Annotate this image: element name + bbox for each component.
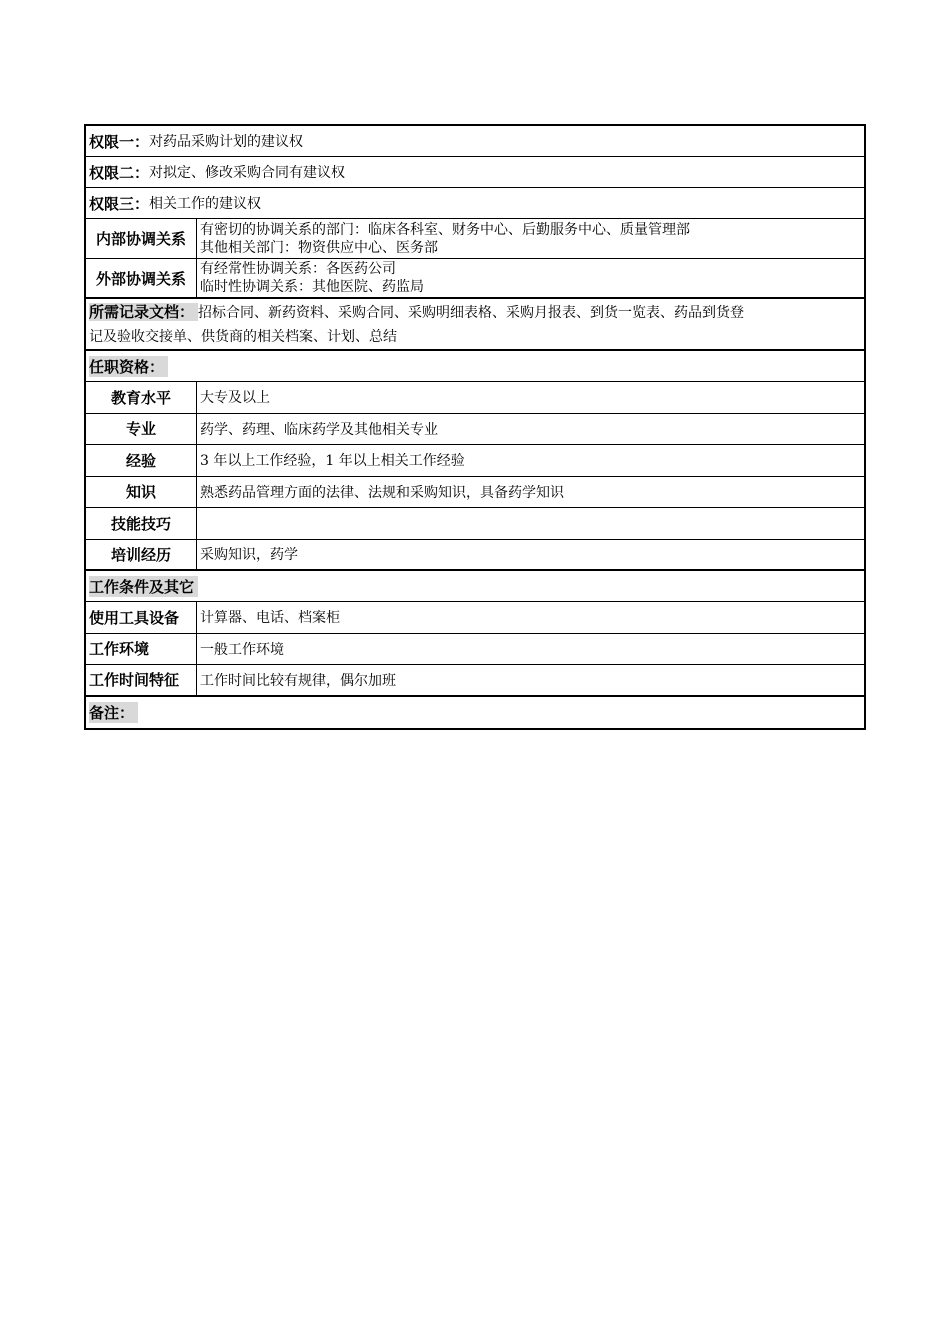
condition-label-cell (86, 602, 197, 633)
internal-coordination-label-cell (86, 219, 197, 258)
qualification-row (86, 445, 864, 477)
qualification-label-cell (86, 508, 197, 539)
required-documents-line-1 (89, 300, 864, 325)
authority-row-2 (86, 157, 864, 188)
qualification-label: 经验 (125, 451, 156, 470)
qualification-value-cell (197, 508, 864, 539)
qualification-value-cell (197, 382, 864, 413)
qualification-label-cell (86, 414, 197, 445)
authority-text: 对药品采购计划的建议权 (149, 134, 304, 150)
qualification-label-cell (86, 445, 197, 476)
external-coordination-value-cell (197, 259, 864, 297)
qualification-row (86, 477, 864, 509)
conditions-heading-row (86, 571, 864, 602)
condition-value-cell (197, 634, 864, 665)
condition-label: 工作环境 (89, 640, 150, 659)
authority-row-1 (86, 126, 864, 157)
authority-label: 权限一： (89, 132, 150, 151)
qualification-label: 专业 (125, 420, 156, 439)
qualification-value: 熟悉药品管理方面的法律、法规和采购知识，具备药学知识 (200, 484, 564, 501)
qualification-row (86, 382, 864, 414)
required-documents-text: 招标合同、新药资料、采购合同、采购明细表格、采购月报表、到货一览表、药品到货登 (198, 304, 745, 321)
remarks-label: 备注： (89, 702, 138, 723)
condition-value-cell (197, 602, 864, 633)
qualification-value-cell (197, 445, 864, 476)
qualification-value-cell (197, 540, 864, 570)
qualification-value: 3 年以上工作经验，1 年以上相关工作经验 (200, 453, 465, 470)
condition-label-cell (86, 665, 197, 695)
qualification-label: 知识 (125, 483, 156, 502)
qualifications-heading-row (86, 351, 864, 382)
internal-coordination-label: 内部协调关系 (95, 230, 186, 248)
condition-row (86, 634, 864, 666)
qualification-value-cell (197, 477, 864, 508)
internal-coordination-line: 有密切的协调关系的部门：临床各科室、财务中心、后勤服务中心、质量管理部 (200, 221, 690, 238)
qualification-label-cell (86, 382, 197, 413)
remarks-row (86, 697, 864, 728)
conditions-heading: 工作条件及其它 (89, 576, 198, 597)
condition-label: 工作时间特征 (89, 671, 180, 690)
condition-value: 一般工作环境 (200, 641, 284, 658)
authority-row-3 (86, 188, 864, 219)
condition-row (86, 665, 864, 697)
internal-coordination-value-cell (197, 219, 864, 258)
authority-label: 权限二： (89, 163, 150, 182)
qualification-label: 教育水平 (110, 388, 171, 407)
qualification-value: 大专及以上 (200, 390, 270, 407)
external-coordination-row (86, 259, 864, 299)
condition-label: 使用工具设备 (89, 608, 180, 627)
external-coordination-label: 外部协调关系 (95, 269, 186, 288)
required-documents-text: 记及验收交接单、供货商的相关档案、计划、总结 (89, 328, 397, 345)
required-documents-row (86, 299, 864, 351)
qualification-label-cell (86, 477, 197, 508)
required-documents-label: 所需记录文档： (89, 303, 198, 321)
authority-text: 相关工作的建议权 (149, 196, 262, 212)
internal-coordination-line: 其他相关部门：物资供应中心、医务部 (200, 239, 438, 256)
condition-label-cell (86, 634, 197, 665)
qualifications-heading: 任职资格： (89, 356, 168, 377)
qualification-value-cell (197, 414, 864, 445)
required-documents-line-2 (89, 325, 864, 349)
qualification-value: 药学、药理、临床药学及其他相关专业 (200, 421, 438, 438)
condition-value-cell (197, 665, 864, 695)
external-coordination-line: 有经常性协调关系：各医药公司 (200, 261, 396, 277)
qualification-row (86, 540, 864, 572)
qualification-label-cell (86, 540, 197, 570)
condition-value: 工作时间比较有规律，偶尔加班 (200, 672, 396, 689)
authority-text: 对拟定、修改采购合同有建议权 (149, 165, 346, 181)
authority-label: 权限三： (89, 194, 150, 213)
qualification-label: 技能技巧 (110, 514, 171, 533)
external-coordination-line: 临时性协调关系：其他医院、药监局 (200, 279, 424, 295)
qualification-row (86, 508, 864, 540)
external-coordination-label-cell (86, 259, 197, 297)
job-description-table (84, 124, 866, 730)
condition-row (86, 602, 864, 634)
condition-value: 计算器、电话、档案柜 (200, 610, 340, 627)
qualification-value: 采购知识，药学 (200, 547, 298, 564)
qualification-label: 培训经历 (110, 545, 171, 564)
internal-coordination-row (86, 219, 864, 259)
qualification-row (86, 414, 864, 446)
